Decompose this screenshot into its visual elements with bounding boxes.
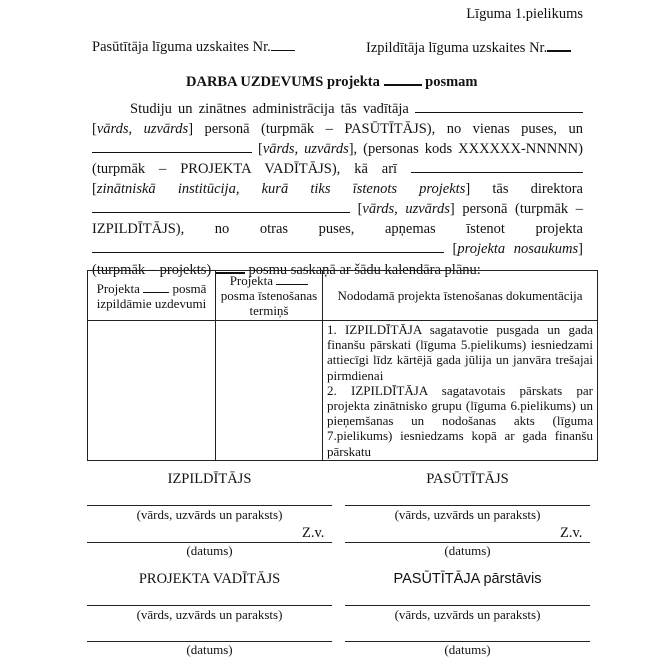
- client-nr-blank[interactable]: [271, 38, 295, 51]
- contractor-nr-blank[interactable]: [547, 38, 571, 52]
- doc-item-1: 1. IZPILDĪTĀJA sagatavotie pusgada un gada finanšu pārskati (līguma 5.pielikums) iesniedzami attiecīgi līdz kārtējā gada jūlija un janvāra trešajai pirmdienai: [327, 322, 593, 383]
- calendar-plan-table: [87, 270, 598, 461]
- col-header-deadline: Projekta posma īstenošanas termiņš: [216, 271, 323, 321]
- document-title: [186, 72, 478, 91]
- tasks-cell[interactable]: [88, 321, 216, 461]
- client-rep-name-sign-caption: (vārds, uzvārds un paraksts): [394, 607, 541, 622]
- client-seal-mark: Z.v.: [560, 525, 583, 541]
- client-date-caption: (datums): [444, 543, 491, 558]
- para-text: IZPILDĪTĀJS), no otras puses, apņemas īstenot projekta: [92, 221, 583, 237]
- contractor-name-sign-caption: (vārds, uzvārds un paraksts): [136, 507, 283, 522]
- para-placeholder: vārds, uzvārds: [96, 121, 189, 137]
- table-header-row: [88, 271, 598, 321]
- project-lead-signature-line[interactable]: [87, 605, 332, 606]
- contractor-seal-mark: Z.v.: [302, 525, 325, 541]
- para-text: (turpmāk – projekts): [92, 262, 212, 278]
- client-signature-line[interactable]: [345, 505, 590, 506]
- col-header-tasks: Projekta posmā izpildāmie uzdevumi: [88, 271, 216, 321]
- client-rep-heading: PASŪTĪTĀJA pārstāvis: [393, 571, 542, 587]
- deadline-cell[interactable]: [216, 321, 323, 461]
- contractor-contract-number: [366, 38, 571, 57]
- client-heading: PASŪTĪTĀJS: [426, 471, 509, 487]
- project-name-blank[interactable]: [92, 240, 444, 253]
- stage-blank[interactable]: [384, 72, 422, 86]
- contractor-signature-line[interactable]: [87, 505, 332, 506]
- doc-item-2: 2. IZPILDĪTĀJA sagatavotais pārskats par projekta zinātnisko grupu (līguma 6.pielikums) un pieņemšanas un nodošanas akts (līguma 7.pielikums) iesniedzams kopā ar gada finanšu pārskatu: [327, 382, 593, 459]
- para-text: (turpmāk – PROJEKTA VADĪTĀJS), kā arī: [92, 161, 398, 177]
- client-contract-number: [92, 38, 295, 56]
- documentation-cell: [323, 321, 598, 461]
- client-name-sign-caption: (vārds, uzvārds un paraksts): [394, 507, 541, 522]
- client-rep-signature-line[interactable]: [345, 605, 590, 606]
- client-nr-label: Pasūtītāja līguma uzskaites Nr.: [92, 39, 271, 55]
- admin-head-blank[interactable]: [415, 100, 583, 113]
- appendix-label: Līguma 1.pielikums: [466, 6, 583, 22]
- table-row: [88, 321, 598, 461]
- project-lead-blank[interactable]: [92, 140, 252, 153]
- para-placeholder: vārds, uzvārds: [362, 201, 450, 217]
- contractor-nr-label: Izpildītāja līguma uzskaites Nr.: [366, 40, 548, 56]
- para-placeholder: vārds, uzvārds: [262, 141, 349, 157]
- para-text: tās direktora: [492, 181, 583, 197]
- title-part-a: DARBA UZDEVUMS projekta: [186, 74, 380, 90]
- para-text: posmu saskaņā ar šādu kalendāra plānu:: [248, 262, 481, 278]
- para-placeholder: zinātniskā institūcija, kurā tiks īstenots projekts: [96, 181, 466, 197]
- para-text: Studiju un zinātnes administrācija tās vadītāja: [130, 101, 409, 117]
- para-placeholder: projekta nosaukums: [457, 241, 579, 257]
- title-part-b: posmam: [425, 74, 478, 90]
- client-rep-date-caption: (datums): [444, 642, 491, 657]
- para-text: (personas kods XXXXXX-NNNNN): [363, 141, 583, 157]
- project-lead-name-sign-caption: (vārds, uzvārds un paraksts): [136, 607, 283, 622]
- contractor-date-caption: (datums): [186, 543, 233, 558]
- para-text: personā (turpmāk – PASŪTĪTĀJS), no vienas puses, un: [204, 121, 583, 137]
- contractor-heading: IZPILDĪTĀJS: [167, 471, 252, 487]
- para-text: personā (turpmāk –: [462, 201, 583, 217]
- col-header-documentation: Nododamā projekta īstenošanas dokumentācija: [323, 271, 598, 321]
- project-lead-date-caption: (datums): [186, 642, 233, 657]
- institution-blank[interactable]: [411, 160, 583, 173]
- director-blank[interactable]: [92, 200, 350, 213]
- project-lead-heading: PROJEKTA VADĪTĀJS: [138, 571, 281, 587]
